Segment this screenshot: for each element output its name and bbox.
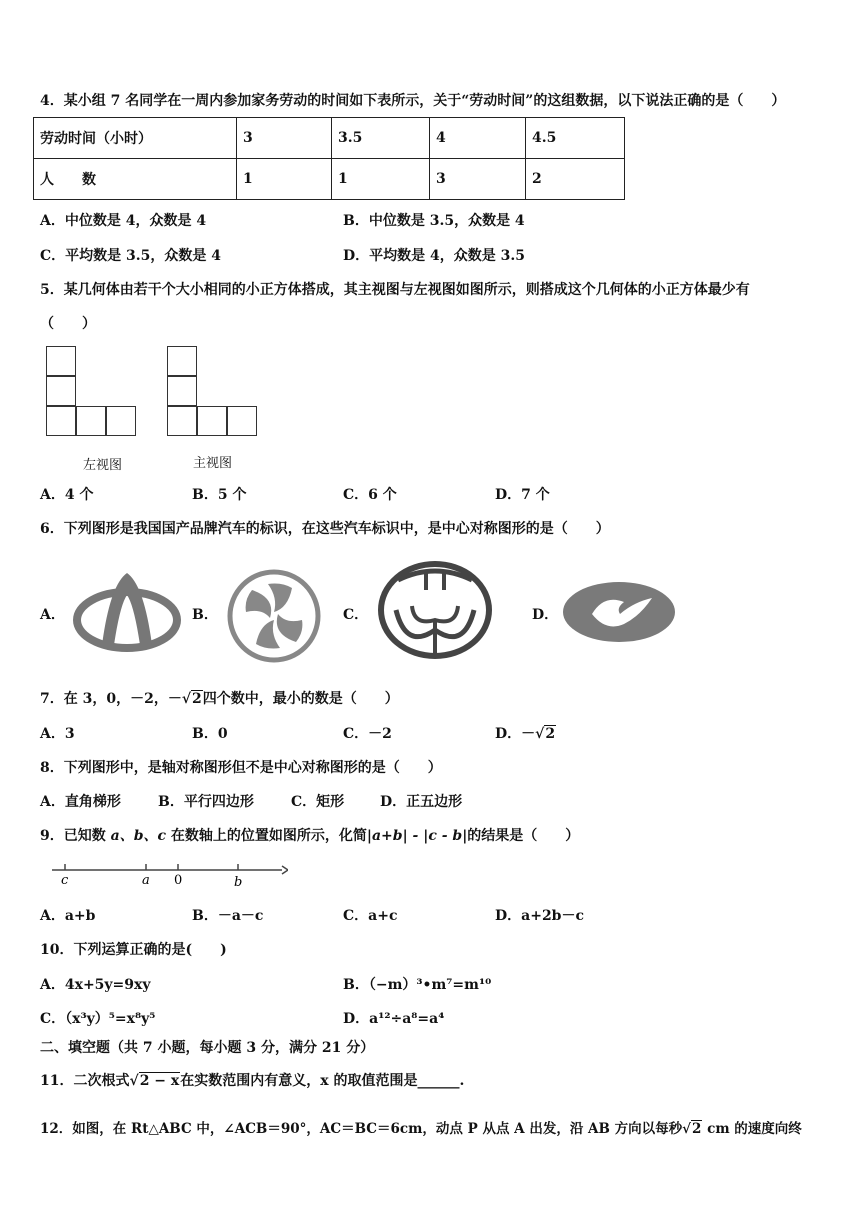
q7-stem-part2: 四个数中，最小的数是（ ） bbox=[202, 691, 399, 707]
q10-option-b: B．（−m）³•m⁷=m¹⁰ bbox=[343, 977, 492, 993]
q11-stem-part1: 11．二次根式 bbox=[40, 1073, 130, 1089]
q6-label-c: C． bbox=[343, 607, 369, 623]
q11-stem-part2: 在实数范围内有意义，x 的取值范围是______. bbox=[180, 1073, 465, 1089]
sqrt-symbol: √ bbox=[129, 1073, 139, 1089]
q9-stem-part2: 在数轴上的位置如图所示，化简 bbox=[166, 828, 367, 844]
q7-option-a: A．3 bbox=[40, 726, 75, 742]
cube-cell bbox=[76, 406, 106, 436]
q4-stem: 4．某小组 7 名同学在一周内参加家务劳动的时间如下表所示，关于“劳动时间”的这组数据，以下说法正确的是（ ） bbox=[40, 93, 786, 109]
q5-stem-paren: （ ） bbox=[40, 316, 96, 332]
cube-cell bbox=[46, 346, 76, 376]
q6-stem: 6．下列图形是我国国产品牌汽车的标识，在这些汽车标识中，是中心对称图形的是（ ） bbox=[40, 521, 610, 537]
cube-cell bbox=[167, 406, 197, 436]
left-view-caption: 左视图 bbox=[83, 458, 123, 473]
q9-expression: |a+b| - |c - b| bbox=[366, 828, 468, 844]
q12-radicand: 2 bbox=[692, 1121, 702, 1137]
axis-label-a: a bbox=[142, 873, 150, 888]
q6-label-b: B． bbox=[192, 607, 218, 623]
cube-cell bbox=[197, 406, 227, 436]
logo-b-icon bbox=[226, 568, 322, 664]
table-cell: 4.5 bbox=[526, 118, 625, 159]
q8-stem: 8．下列图形中，是轴对称图形但不是中心对称图形的是（ ） bbox=[40, 760, 442, 776]
q8-option-b: B．平行四边形 bbox=[158, 794, 254, 810]
q5-stem: 5．某几何体由若干个大小相同的小正方体搭成，其主视图与左视图如图所示，则搭成这个几何体的小正方体最少有 bbox=[40, 282, 750, 298]
front-view-caption: 主视图 bbox=[193, 456, 233, 471]
q12-stem-part1: 12．如图，在 Rt△ABC 中，∠ACB＝90°，AC＝BC＝6cm，动点 P 从点 A 出发，沿 AB 方向以每秒 bbox=[40, 1121, 683, 1137]
axis-label-c: c bbox=[61, 873, 69, 888]
q7-stem bbox=[40, 688, 399, 708]
q8-option-d: D．正五边形 bbox=[380, 794, 463, 810]
q4-table bbox=[33, 117, 625, 200]
q12-stem-part2: cm 的速度向终 bbox=[702, 1121, 802, 1137]
q7-option-c: C．－2 bbox=[343, 726, 392, 742]
table-cell: 劳动时间（小时） bbox=[34, 118, 237, 159]
table-cell: 4 bbox=[430, 118, 526, 159]
q7-stem-radicand: 2 bbox=[192, 691, 202, 707]
table-cell: 1 bbox=[332, 159, 430, 200]
cube-cell bbox=[167, 376, 197, 406]
q10-option-c: C．（x³y）⁵=x⁸y⁵ bbox=[40, 1011, 156, 1027]
sqrt-symbol: √ bbox=[535, 726, 545, 742]
q9-option-d: D．a+2b－c bbox=[495, 908, 584, 924]
q4-option-a: A．中位数是 4，众数是 4 bbox=[40, 213, 207, 229]
cube-cell bbox=[106, 406, 136, 436]
q9-stem bbox=[40, 825, 579, 845]
logo-c-icon bbox=[376, 560, 494, 660]
cube-cell bbox=[46, 406, 76, 436]
sqrt-symbol: √ bbox=[682, 1121, 691, 1137]
q5-option-d: D．7 个 bbox=[495, 487, 550, 503]
table-cell: 3 bbox=[430, 159, 526, 200]
q11-radicand: 2 − x bbox=[139, 1073, 180, 1089]
q9-stem-part3: 的结果是（ ） bbox=[467, 828, 580, 844]
q8-option-c: C．矩形 bbox=[291, 794, 345, 810]
axis-label-zero: 0 bbox=[174, 873, 183, 888]
q9-vars: a、b、c bbox=[110, 828, 167, 844]
number-line-figure bbox=[48, 858, 288, 890]
q9-option-a: A．a+b bbox=[40, 908, 96, 924]
q7-option-b: B．0 bbox=[192, 726, 228, 742]
section-heading: 二、填空题（共 7 小题，每小题 3 分，满分 21 分） bbox=[40, 1040, 375, 1056]
q6-label-a: A． bbox=[40, 607, 65, 623]
table-cell: 2 bbox=[526, 159, 625, 200]
q7-option-d-text: D．－ bbox=[495, 726, 536, 742]
axis-label-b: b bbox=[234, 875, 243, 890]
q8-option-a: A．直角梯形 bbox=[40, 794, 121, 810]
q9-option-c: C．a+c bbox=[343, 908, 398, 924]
table-cell: 1 bbox=[237, 159, 332, 200]
q4-option-d: D．平均数是 4，众数是 3.5 bbox=[343, 248, 525, 264]
logo-a-icon bbox=[72, 565, 182, 655]
q4-option-c: C．平均数是 3.5，众数是 4 bbox=[40, 248, 221, 264]
q4-option-b: B．中位数是 3.5，众数是 4 bbox=[343, 213, 525, 229]
cube-cell bbox=[227, 406, 257, 436]
cube-cell bbox=[167, 346, 197, 376]
q7-option-d bbox=[495, 723, 556, 743]
q9-stem-part1: 9．已知数 bbox=[40, 828, 111, 844]
q10-stem: 10．下列运算正确的是( ) bbox=[40, 942, 227, 958]
cube-cell bbox=[46, 376, 76, 406]
table-cell: 3 bbox=[237, 118, 332, 159]
q7-option-d-radicand: 2 bbox=[545, 726, 556, 742]
q11-stem bbox=[40, 1070, 464, 1090]
q10-option-a: A．4x+5y=9xy bbox=[40, 977, 151, 993]
q5-option-a: A．4 个 bbox=[40, 487, 94, 503]
table-cell: 人 数 bbox=[34, 159, 237, 200]
q12-stem bbox=[40, 1117, 802, 1137]
table-row bbox=[34, 118, 625, 159]
sqrt-symbol: √ bbox=[181, 691, 192, 707]
q10-option-d: D．a¹²÷a⁸=a⁴ bbox=[343, 1011, 445, 1027]
q9-option-b: B．－a－c bbox=[192, 908, 264, 924]
table-row bbox=[34, 159, 625, 200]
logo-d-icon bbox=[560, 580, 678, 644]
q5-option-c: C．6 个 bbox=[343, 487, 397, 503]
table-cell: 3.5 bbox=[332, 118, 430, 159]
q7-stem-part1: 7．在 3，0，－2，－ bbox=[40, 691, 182, 707]
q5-option-b: B．5 个 bbox=[192, 487, 247, 503]
q6-label-d: D． bbox=[532, 607, 559, 623]
